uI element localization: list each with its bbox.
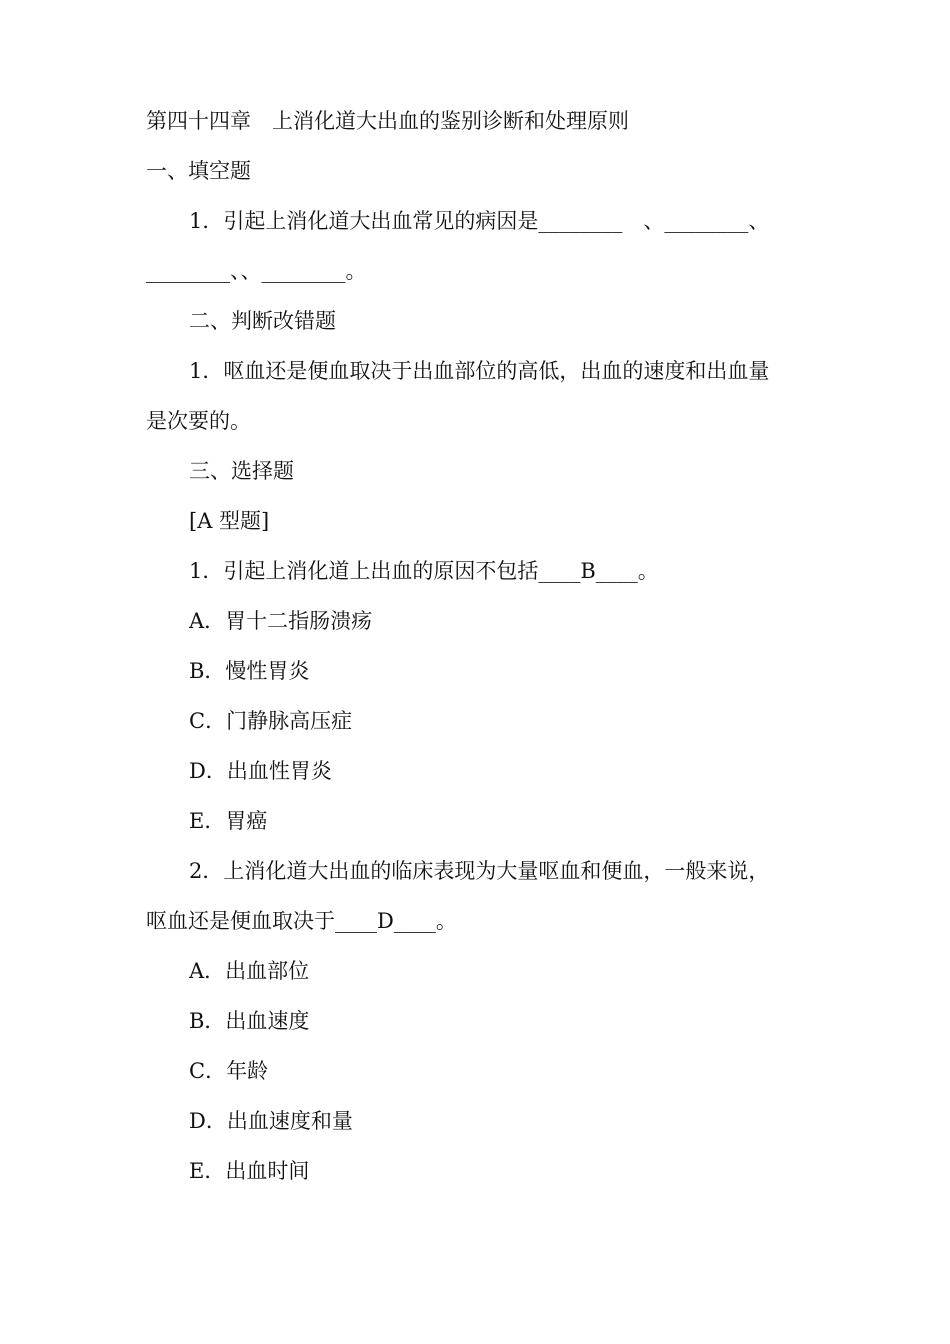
choice-question-1-option-c: C．门静脉高压症	[189, 709, 353, 733]
choice-question-2-stem-line-2: 呕血还是便血取决于____D____。	[146, 909, 457, 933]
document-body	[146, 104, 816, 1204]
choice-question-1-option-e: E．胃癌	[189, 809, 268, 833]
choice-question-2-option-d: D．出血速度和量	[189, 1109, 353, 1133]
choice-question-1-stem: 1．引起上消化道上出血的原因不包括____B____。	[189, 559, 659, 583]
choice-question-2-option-b: B．出血速度	[189, 1009, 310, 1033]
section-heading-true-false: 二、判断改错题	[189, 309, 336, 333]
chapter-title: 第四十四章 上消化道大出血的鉴别诊断和处理原则	[146, 109, 629, 133]
section-heading-choice: 三、选择题	[189, 459, 294, 483]
choice-question-2-option-e: E．出血时间	[189, 1159, 310, 1183]
fill-blank-question-1-line-2: ________、、________。	[146, 259, 367, 283]
true-false-question-1-line-2: 是次要的。	[146, 409, 251, 433]
choice-question-2-stem-line-1: 2．上消化道大出血的临床表现为大量呕血和便血，一般来说，	[189, 859, 770, 883]
choice-question-2-option-a: A．出血部位	[189, 959, 310, 983]
fill-blank-question-1-line-1: 1．引起上消化道大出血常见的病因是________ 、________、	[189, 209, 770, 233]
question-type-label: [A 型题]	[189, 509, 270, 533]
choice-question-1-option-a: A．胃十二指肠溃疡	[189, 609, 373, 633]
section-heading-fill-blank: 一、填空题	[146, 159, 251, 183]
choice-question-1-option-d: D．出血性胃炎	[189, 759, 332, 783]
true-false-question-1-line-1: 1．呕血还是便血取决于出血部位的高低，出血的速度和出血量	[189, 359, 770, 383]
choice-question-1-option-b: B．慢性胃炎	[189, 659, 310, 683]
choice-question-2-option-c: C．年龄	[189, 1059, 269, 1083]
